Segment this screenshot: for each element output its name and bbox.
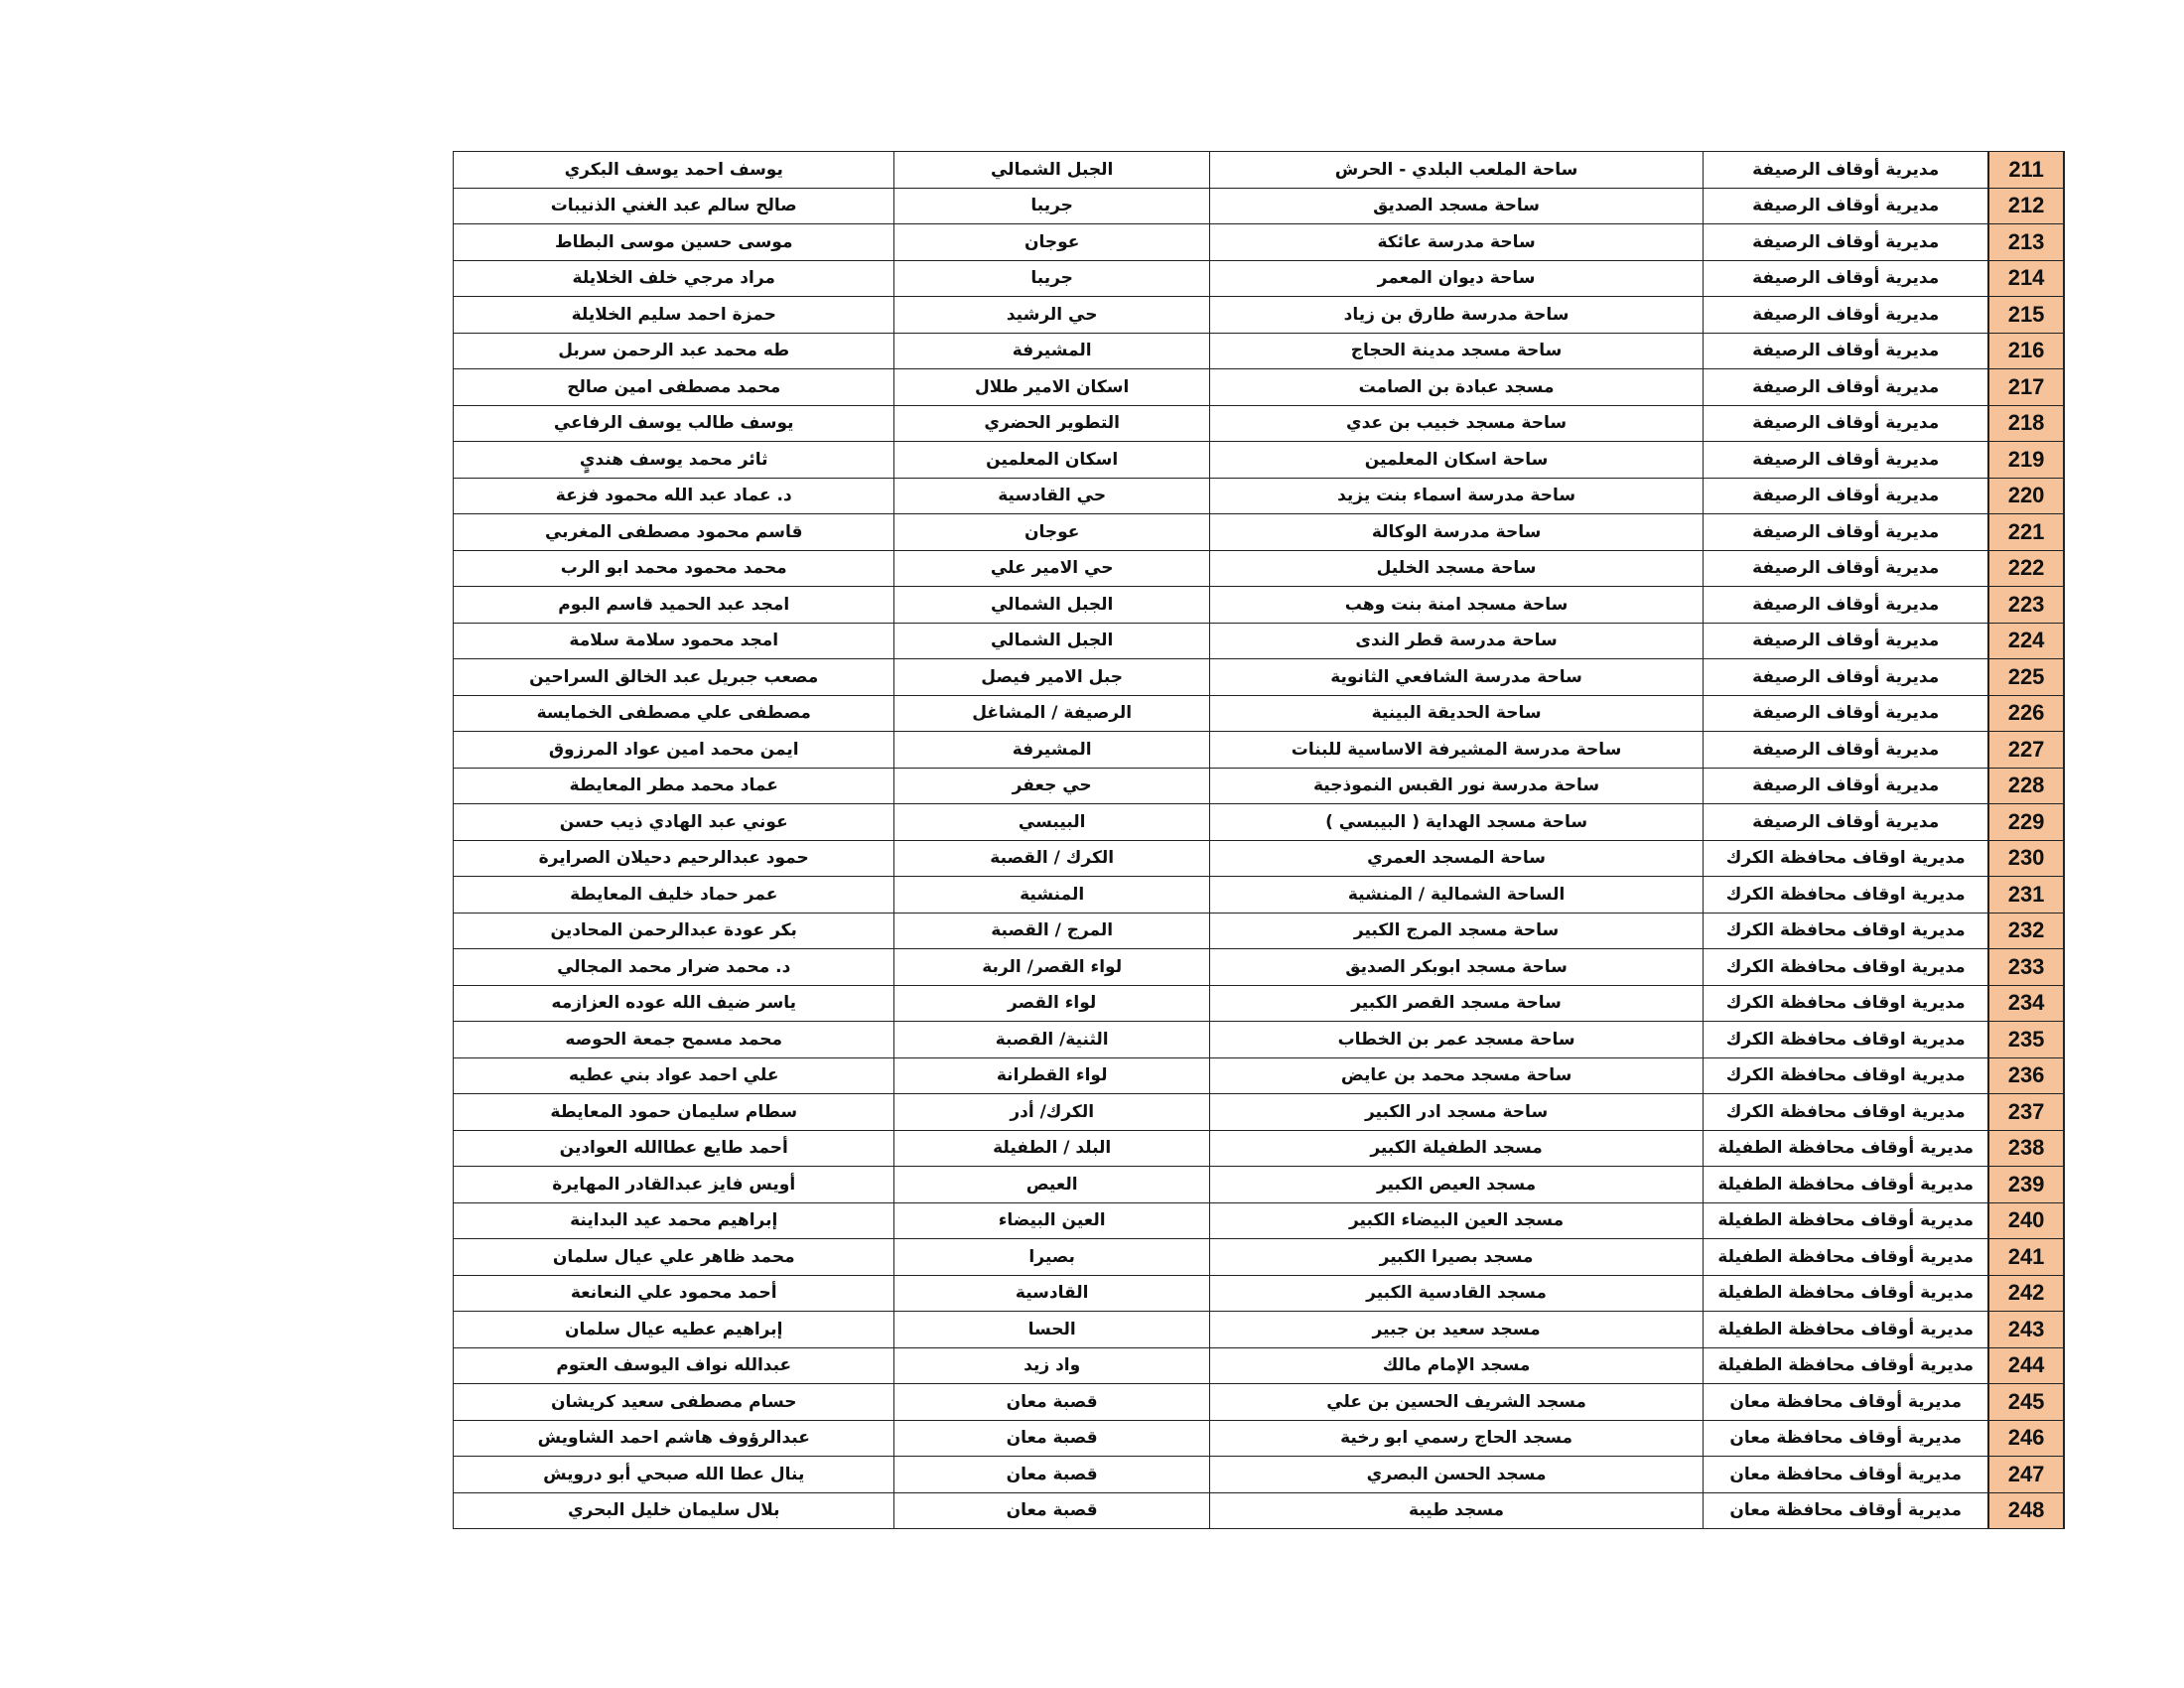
- location-cell: ساحة مسجد ابوبكر الصديق: [1209, 949, 1703, 986]
- directorate-cell: مديرية أوقاف محافظة الطفيلة: [1704, 1347, 1988, 1384]
- location-cell: مسجد سعيد بن جبير: [1209, 1312, 1703, 1348]
- directorate-cell: مديرية أوقاف الرصيفة: [1704, 405, 1988, 442]
- table-row: [454, 1167, 2065, 1203]
- directorate-cell: مديرية أوقاف الرصيفة: [1704, 297, 1988, 334]
- area-cell: قصبة معان: [894, 1384, 1209, 1421]
- row-number-cell: 236: [1988, 1057, 2064, 1094]
- location-cell: مسجد القادسية الكبير: [1209, 1275, 1703, 1312]
- person-name-cell: د. محمد ضرار محمد المجالي: [454, 949, 894, 986]
- row-number-cell: 215: [1988, 297, 2064, 334]
- location-cell: ساحة مدرسة اسماء بنت يزيد: [1209, 478, 1703, 514]
- person-name-cell: د. عماد عبد الله محمود فزعة: [454, 478, 894, 514]
- location-cell: ساحة الحديقة البينية: [1209, 695, 1703, 732]
- table-row: [454, 224, 2065, 261]
- directorate-cell: مديرية أوقاف محافظة الطفيلة: [1704, 1312, 1988, 1348]
- person-name-cell: مصطفى علي مصطفى الخمايسة: [454, 695, 894, 732]
- row-number-cell: 243: [1988, 1312, 2064, 1348]
- person-name-cell: إبراهيم عطيه عيال سلمان: [454, 1312, 894, 1348]
- directorate-cell: مديرية أوقاف الرصيفة: [1704, 550, 1988, 587]
- directorate-cell: مديرية أوقاف الرصيفة: [1704, 478, 1988, 514]
- location-cell: ساحة مدرسة المشيرفة الاساسية للبنات: [1209, 732, 1703, 769]
- row-number-cell: 245: [1988, 1384, 2064, 1421]
- directorate-cell: مديرية أوقاف محافظة الطفيلة: [1704, 1167, 1988, 1203]
- directorate-cell: مديرية أوقاف الرصيفة: [1704, 587, 1988, 624]
- table-row: [454, 804, 2065, 841]
- row-number-cell: 219: [1988, 442, 2064, 479]
- area-cell: اسكان المعلمين: [894, 442, 1209, 479]
- table-row: [454, 1022, 2065, 1058]
- location-cell: ساحة اسكان المعلمين: [1209, 442, 1703, 479]
- row-number-cell: 223: [1988, 587, 2064, 624]
- area-cell: الجبل الشمالي: [894, 152, 1209, 189]
- location-cell: مسجد عبادة بن الصامت: [1209, 369, 1703, 406]
- area-cell: العين البيضاء: [894, 1202, 1209, 1239]
- table-row: [454, 1384, 2065, 1421]
- area-cell: العيص: [894, 1167, 1209, 1203]
- person-name-cell: امجد محمود سلامة سلامة: [454, 623, 894, 659]
- location-cell: الساحة الشمالية / المنشية: [1209, 877, 1703, 914]
- row-number-cell: 225: [1988, 659, 2064, 696]
- location-cell: ساحة مسجد محمد بن عايض: [1209, 1057, 1703, 1094]
- row-number-cell: 212: [1988, 188, 2064, 224]
- row-number-cell: 226: [1988, 695, 2064, 732]
- location-cell: ساحة مسجد الصديق: [1209, 188, 1703, 224]
- person-name-cell: طه محمد عبد الرحمن سربل: [454, 333, 894, 369]
- person-name-cell: سطام سليمان حمود المعايطة: [454, 1094, 894, 1131]
- area-cell: المشيرفة: [894, 333, 1209, 369]
- table-row: [454, 442, 2065, 479]
- table-row: [454, 478, 2065, 514]
- directorate-cell: مديرية أوقاف الرصيفة: [1704, 152, 1988, 189]
- directorate-cell: مديرية أوقاف الرصيفة: [1704, 333, 1988, 369]
- table-row: [454, 1094, 2065, 1131]
- location-cell: مسجد طيبة: [1209, 1492, 1703, 1529]
- table-row: [454, 840, 2065, 877]
- location-cell: ساحة مسجد ادر الكبير: [1209, 1094, 1703, 1131]
- location-cell: مسجد الحاج رسمي ابو رخية: [1209, 1420, 1703, 1457]
- row-number-cell: 244: [1988, 1347, 2064, 1384]
- directorate-cell: مديرية أوقاف محافظة معان: [1704, 1492, 1988, 1529]
- row-number-cell: 242: [1988, 1275, 2064, 1312]
- location-cell: ساحة مسجد مدينة الحجاج: [1209, 333, 1703, 369]
- directorate-cell: مديرية أوقاف الرصيفة: [1704, 804, 1988, 841]
- table-row: [454, 1347, 2065, 1384]
- area-cell: لواء القصر: [894, 985, 1209, 1022]
- area-cell: الرصيفة / المشاغل: [894, 695, 1209, 732]
- area-cell: الجبل الشمالي: [894, 587, 1209, 624]
- row-number-cell: 221: [1988, 514, 2064, 551]
- person-name-cell: محمد محمود محمد ابو الرب: [454, 550, 894, 587]
- area-cell: اسكان الامير طلال: [894, 369, 1209, 406]
- area-cell: القادسية: [894, 1275, 1209, 1312]
- directorate-cell: مديرية أوقاف الرصيفة: [1704, 369, 1988, 406]
- table-row: [454, 913, 2065, 949]
- location-cell: مسجد العين البيضاء الكبير: [1209, 1202, 1703, 1239]
- directorate-cell: مديرية أوقاف الرصيفة: [1704, 224, 1988, 261]
- person-name-cell: ينال عطا الله صبحي أبو درويش: [454, 1457, 894, 1493]
- row-number-cell: 228: [1988, 768, 2064, 804]
- person-name-cell: امجد عبد الحميد قاسم البوم: [454, 587, 894, 624]
- location-cell: ساحة مسجد القصر الكبير: [1209, 985, 1703, 1022]
- row-number-cell: 229: [1988, 804, 2064, 841]
- person-name-cell: عبدالله نواف اليوسف العتوم: [454, 1347, 894, 1384]
- directorate-cell: مديرية أوقاف محافظة الطفيلة: [1704, 1275, 1988, 1312]
- directorate-cell: مديرية أوقاف محافظة معان: [1704, 1420, 1988, 1457]
- area-cell: حي جعفر: [894, 768, 1209, 804]
- table-row: [454, 550, 2065, 587]
- area-cell: جريبا: [894, 188, 1209, 224]
- table-row: [454, 659, 2065, 696]
- row-number-cell: 224: [1988, 623, 2064, 659]
- person-name-cell: إبراهيم محمد عيد البداينة: [454, 1202, 894, 1239]
- row-number-cell: 239: [1988, 1167, 2064, 1203]
- person-name-cell: عمر حماد خليف المعايطة: [454, 877, 894, 914]
- area-cell: الجبل الشمالي: [894, 623, 1209, 659]
- table-row: [454, 1312, 2065, 1348]
- person-name-cell: صالح سالم عبد الغني الذنيبات: [454, 188, 894, 224]
- row-number-cell: 246: [1988, 1420, 2064, 1457]
- row-number-cell: 233: [1988, 949, 2064, 986]
- location-cell: ساحة مسجد الهداية ( البيبسي ): [1209, 804, 1703, 841]
- location-cell: مسجد بصيرا الكبير: [1209, 1239, 1703, 1276]
- location-cell: ساحة مسجد عمر بن الخطاب: [1209, 1022, 1703, 1058]
- row-number-cell: 216: [1988, 333, 2064, 369]
- table-row: [454, 949, 2065, 986]
- location-cell: مسجد الحسن البصري: [1209, 1457, 1703, 1493]
- person-name-cell: أويس فايز عبدالقادر المهايرة: [454, 1167, 894, 1203]
- directorate-cell: مديرية اوقاف محافظة الكرك: [1704, 985, 1988, 1022]
- directorate-cell: مديرية اوقاف محافظة الكرك: [1704, 949, 1988, 986]
- directorate-cell: مديرية أوقاف الرصيفة: [1704, 514, 1988, 551]
- person-name-cell: يوسف احمد يوسف البكري: [454, 152, 894, 189]
- table-row: [454, 260, 2065, 297]
- person-name-cell: حمود عبدالرحيم دحيلان الصرايرة: [454, 840, 894, 877]
- directorate-cell: مديرية أوقاف محافظة معان: [1704, 1384, 1988, 1421]
- area-cell: قصبة معان: [894, 1492, 1209, 1529]
- row-number-cell: 232: [1988, 913, 2064, 949]
- area-cell: التطوير الحضري: [894, 405, 1209, 442]
- directorate-cell: مديرية أوقاف الرصيفة: [1704, 732, 1988, 769]
- table-row: [454, 1202, 2065, 1239]
- table-row: [454, 188, 2065, 224]
- row-number-cell: 235: [1988, 1022, 2064, 1058]
- directorate-cell: مديرية اوقاف محافظة الكرك: [1704, 913, 1988, 949]
- person-name-cell: بلال سليمان خليل البحري: [454, 1492, 894, 1529]
- person-name-cell: مراد مرجي خلف الخلايلة: [454, 260, 894, 297]
- area-cell: لواء القطرانة: [894, 1057, 1209, 1094]
- row-number-cell: 211: [1988, 152, 2064, 189]
- directorate-cell: مديرية أوقاف الرصيفة: [1704, 659, 1988, 696]
- person-name-cell: عوني عبد الهادي ذيب حسن: [454, 804, 894, 841]
- directorate-cell: مديرية أوقاف الرصيفة: [1704, 188, 1988, 224]
- row-number-cell: 230: [1988, 840, 2064, 877]
- table-row: [454, 695, 2065, 732]
- person-name-cell: علي احمد عواد بني عطيه: [454, 1057, 894, 1094]
- table-row: [454, 877, 2065, 914]
- location-cell: مسجد العيص الكبير: [1209, 1167, 1703, 1203]
- person-name-cell: أحمد طايع عطاالله العوادين: [454, 1130, 894, 1167]
- area-cell: المشيرفة: [894, 732, 1209, 769]
- person-name-cell: أحمد محمود علي النعانعة: [454, 1275, 894, 1312]
- table-row: [454, 623, 2065, 659]
- table-row: [454, 297, 2065, 334]
- area-cell: عوجان: [894, 224, 1209, 261]
- table-row: [454, 405, 2065, 442]
- area-cell: حي الرشيد: [894, 297, 1209, 334]
- row-number-cell: 214: [1988, 260, 2064, 297]
- person-name-cell: عبدالرؤوف هاشم احمد الشاويش: [454, 1420, 894, 1457]
- table-row: [454, 152, 2065, 189]
- directorate-cell: مديرية أوقاف محافظة الطفيلة: [1704, 1202, 1988, 1239]
- area-cell: المرج / القصبة: [894, 913, 1209, 949]
- table-row: [454, 1057, 2065, 1094]
- row-number-cell: 227: [1988, 732, 2064, 769]
- person-name-cell: محمد مصطفى امين صالح: [454, 369, 894, 406]
- location-cell: ساحة مدرسة عائكة: [1209, 224, 1703, 261]
- row-number-cell: 222: [1988, 550, 2064, 587]
- area-cell: قصبة معان: [894, 1420, 1209, 1457]
- table-row: [454, 1239, 2065, 1276]
- person-name-cell: حمزة احمد سليم الخلايلة: [454, 297, 894, 334]
- directorate-cell: مديرية أوقاف الرصيفة: [1704, 768, 1988, 804]
- directorate-cell: مديرية اوقاف محافظة الكرك: [1704, 1057, 1988, 1094]
- directorate-cell: مديرية أوقاف الرصيفة: [1704, 695, 1988, 732]
- location-cell: ساحة مسجد المرج الكبير: [1209, 913, 1703, 949]
- table-row: [454, 1457, 2065, 1493]
- row-number-cell: 237: [1988, 1094, 2064, 1131]
- assignments-table: [453, 151, 2065, 1529]
- table-row: [454, 333, 2065, 369]
- area-cell: حي القادسية: [894, 478, 1209, 514]
- row-number-cell: 231: [1988, 877, 2064, 914]
- directorate-cell: مديرية أوقاف الرصيفة: [1704, 623, 1988, 659]
- location-cell: ساحة الملعب البلدي - الحرش: [1209, 152, 1703, 189]
- area-cell: الحسا: [894, 1312, 1209, 1348]
- area-cell: الكرك/ أدر: [894, 1094, 1209, 1131]
- row-number-cell: 241: [1988, 1239, 2064, 1276]
- person-name-cell: ايمن محمد امين عواد المرزوق: [454, 732, 894, 769]
- person-name-cell: ياسر ضيف الله عوده العزازمه: [454, 985, 894, 1022]
- area-cell: المنشية: [894, 877, 1209, 914]
- person-name-cell: مصعب جبريل عبد الخالق السراحين: [454, 659, 894, 696]
- location-cell: مسجد الشريف الحسين بن علي: [1209, 1384, 1703, 1421]
- table-row: [454, 1420, 2065, 1457]
- area-cell: قصبة معان: [894, 1457, 1209, 1493]
- location-cell: مسجد الطفيلة الكبير: [1209, 1130, 1703, 1167]
- person-name-cell: عماد محمد مطر المعايطة: [454, 768, 894, 804]
- location-cell: ساحة ديوان المعمر: [1209, 260, 1703, 297]
- table-row: [454, 514, 2065, 551]
- table-row: [454, 587, 2065, 624]
- area-cell: البلد / الطفيلة: [894, 1130, 1209, 1167]
- area-cell: لواء القصر/ الربة: [894, 949, 1209, 986]
- person-name-cell: محمد ظاهر علي عيال سلمان: [454, 1239, 894, 1276]
- area-cell: واد زيد: [894, 1347, 1209, 1384]
- person-name-cell: بكر عودة عبدالرحمن المحادين: [454, 913, 894, 949]
- table-row: [454, 369, 2065, 406]
- row-number-cell: 240: [1988, 1202, 2064, 1239]
- location-cell: ساحة مدرسة الشافعي الثانوية: [1209, 659, 1703, 696]
- person-name-cell: موسى حسين موسى البطاط: [454, 224, 894, 261]
- row-number-cell: 247: [1988, 1457, 2064, 1493]
- table-row: [454, 985, 2065, 1022]
- area-cell: جريبا: [894, 260, 1209, 297]
- table-row: [454, 1492, 2065, 1529]
- person-name-cell: محمد مسمح جمعة الحوصه: [454, 1022, 894, 1058]
- location-cell: ساحة المسجد العمري: [1209, 840, 1703, 877]
- table-row: [454, 1275, 2065, 1312]
- row-number-cell: 213: [1988, 224, 2064, 261]
- table-row: [454, 732, 2065, 769]
- area-cell: حي الامير علي: [894, 550, 1209, 587]
- person-name-cell: قاسم محمود مصطفى المغربي: [454, 514, 894, 551]
- location-cell: ساحة مدرسة طارق بن زياد: [1209, 297, 1703, 334]
- directorate-cell: مديرية اوقاف محافظة الكرك: [1704, 877, 1988, 914]
- person-name-cell: ثائر محمد يوسف هنديٍ: [454, 442, 894, 479]
- table-row: [454, 1130, 2065, 1167]
- area-cell: البيبسي: [894, 804, 1209, 841]
- directorate-cell: مديرية اوقاف محافظة الكرك: [1704, 840, 1988, 877]
- row-number-cell: 218: [1988, 405, 2064, 442]
- location-cell: ساحة مسجد خبيب بن عدي: [1209, 405, 1703, 442]
- location-cell: ساحة مسجد امنة بنت وهب: [1209, 587, 1703, 624]
- location-cell: ساحة مدرسة الوكالة: [1209, 514, 1703, 551]
- person-name-cell: حسام مصطفى سعيد كريشان: [454, 1384, 894, 1421]
- row-number-cell: 234: [1988, 985, 2064, 1022]
- row-number-cell: 238: [1988, 1130, 2064, 1167]
- row-number-cell: 220: [1988, 478, 2064, 514]
- area-cell: الثنية/ القصبة: [894, 1022, 1209, 1058]
- directorate-cell: مديرية أوقاف محافظة الطفيلة: [1704, 1130, 1988, 1167]
- person-name-cell: يوسف طالب يوسف الرفاعي: [454, 405, 894, 442]
- directorate-cell: مديرية اوقاف محافظة الكرك: [1704, 1022, 1988, 1058]
- area-cell: الكرك / القصبة: [894, 840, 1209, 877]
- directorate-cell: مديرية أوقاف الرصيفة: [1704, 260, 1988, 297]
- directorate-cell: مديرية أوقاف الرصيفة: [1704, 442, 1988, 479]
- directorate-cell: مديرية اوقاف محافظة الكرك: [1704, 1094, 1988, 1131]
- location-cell: ساحة مدرسة نور القبس النموذجية: [1209, 768, 1703, 804]
- location-cell: ساحة مسجد الخليل: [1209, 550, 1703, 587]
- row-number-cell: 248: [1988, 1492, 2064, 1529]
- directorate-cell: مديرية أوقاف محافظة معان: [1704, 1457, 1988, 1493]
- area-cell: جبل الامير فيصل: [894, 659, 1209, 696]
- location-cell: ساحة مدرسة قطر الندى: [1209, 623, 1703, 659]
- area-cell: عوجان: [894, 514, 1209, 551]
- row-number-cell: 217: [1988, 369, 2064, 406]
- location-cell: مسجد الإمام مالك: [1209, 1347, 1703, 1384]
- table-row: [454, 768, 2065, 804]
- area-cell: بصيرا: [894, 1239, 1209, 1276]
- directorate-cell: مديرية أوقاف محافظة الطفيلة: [1704, 1239, 1988, 1276]
